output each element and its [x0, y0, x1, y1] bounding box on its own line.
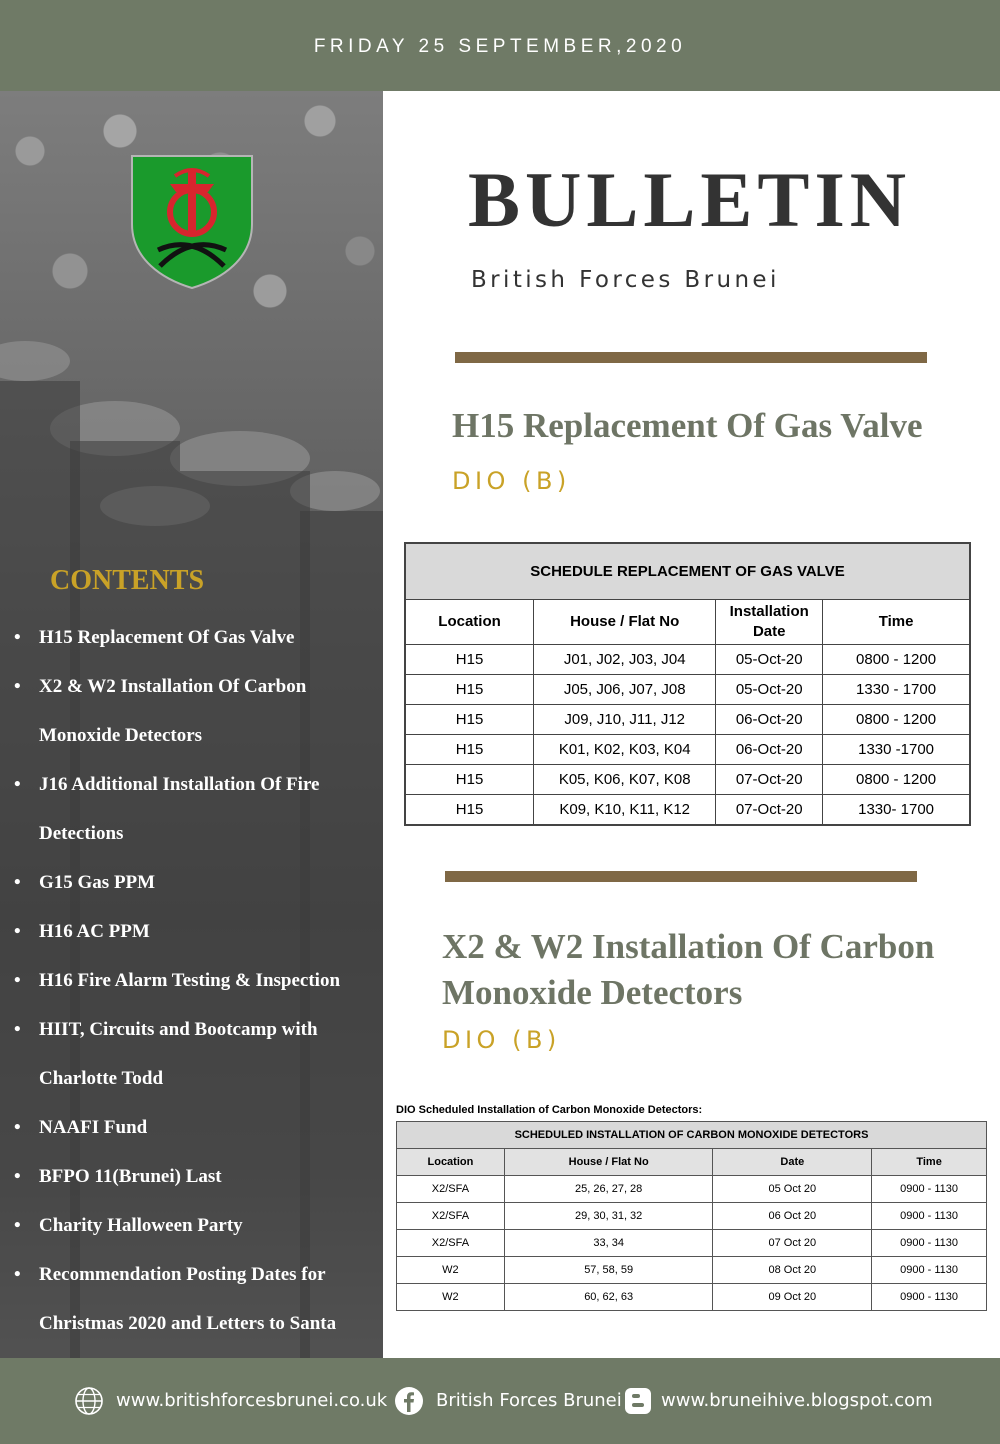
- facebook-link[interactable]: British Forces Brunei: [436, 1390, 622, 1411]
- table-cell: J09, J10, J11, J12: [534, 705, 716, 735]
- table-cell: 07-Oct-20: [716, 765, 823, 795]
- website-link[interactable]: www.britishforcesbrunei.co.uk: [116, 1390, 388, 1411]
- table-cell: 07-Oct-20: [716, 795, 823, 826]
- issue-date: FRIDAY 25 SEPTEMBER,2020: [313, 36, 687, 57]
- co-detector-schedule-table: [396, 1121, 987, 1311]
- table-cell: W2: [397, 1257, 505, 1284]
- table-row: [405, 765, 970, 795]
- bullet-icon: •: [14, 872, 21, 893]
- column-header: Time: [823, 600, 970, 645]
- contents-item-label: HIIT, Circuits and Bootcamp with: [39, 1019, 318, 1040]
- contents-item-label: G15 Gas PPM: [39, 872, 156, 893]
- table-cell: K09, K10, K11, K12: [534, 795, 716, 826]
- table-cell: 06 Oct 20: [713, 1203, 872, 1230]
- table-intro: DIO Scheduled Installation of Carbon Monoxide Detectors:: [396, 1104, 703, 1116]
- table-cell: H15: [405, 645, 534, 675]
- table-cell: K05, K06, K07, K08: [534, 765, 716, 795]
- table-caption: SCHEDULE REPLACEMENT OF GAS VALVE: [405, 543, 970, 600]
- bullet-icon: •: [14, 1215, 21, 1236]
- table-cell: H15: [405, 675, 534, 705]
- table-cell: H15: [405, 795, 534, 826]
- footer-bar: [0, 1358, 1000, 1444]
- table-cell: 06-Oct-20: [716, 735, 823, 765]
- bullet-icon: •: [14, 676, 21, 697]
- contents-item-label: Detections: [39, 823, 124, 844]
- table-cell: 0900 - 1130: [872, 1284, 987, 1311]
- contents-item-label: Christmas 2020 and Letters to Santa: [39, 1313, 337, 1334]
- table-cell: 1330 - 1700: [823, 675, 970, 705]
- contents-item-label: H16 Fire Alarm Testing & Inspection: [39, 970, 341, 991]
- contents-item-label: Recommendation Posting Dates for: [39, 1264, 326, 1285]
- blogger-icon: [623, 1386, 653, 1416]
- contents-item: [0, 858, 383, 907]
- divider: [455, 352, 927, 363]
- contents-item-label: H15 Replacement Of Gas Valve: [39, 627, 295, 648]
- contents-item: [0, 613, 383, 662]
- contents-item: [0, 1103, 383, 1152]
- table-cell: J05, J06, J07, J08: [534, 675, 716, 705]
- crest-logo: [130, 154, 254, 290]
- bullet-icon: •: [14, 1019, 21, 1040]
- table-cell: X2/SFA: [397, 1230, 505, 1257]
- contents-item-label: Monoxide Detectors: [39, 725, 203, 746]
- bullet-icon: •: [14, 921, 21, 942]
- column-header: Location: [397, 1149, 505, 1176]
- table-cell: 0900 - 1130: [872, 1203, 987, 1230]
- table-cell: X2/SFA: [397, 1203, 505, 1230]
- sidebar: [0, 91, 383, 1358]
- gas-valve-schedule-table: [404, 542, 971, 826]
- column-header: Time: [872, 1149, 987, 1176]
- column-header: Date: [713, 1149, 872, 1176]
- contents-item-label: BFPO 11(Brunei) Last: [39, 1166, 222, 1187]
- table-cell: 0800 - 1200: [823, 705, 970, 735]
- contents-item-label: Charlotte Todd: [39, 1068, 164, 1089]
- table-row: [405, 645, 970, 675]
- column-header: Location: [405, 600, 534, 645]
- table-cell: 33, 34: [504, 1230, 713, 1257]
- masthead-subtitle: British Forces Brunei: [471, 267, 780, 293]
- table-row: [397, 1176, 987, 1203]
- table-cell: 0900 - 1130: [872, 1230, 987, 1257]
- contents-item: [0, 907, 383, 956]
- table-cell: H15: [405, 735, 534, 765]
- blog-link[interactable]: www.bruneihive.blogspot.com: [661, 1390, 933, 1411]
- table-cell: 08 Oct 20: [713, 1257, 872, 1284]
- table-cell: 07 Oct 20: [713, 1230, 872, 1257]
- bullet-icon: •: [14, 970, 21, 991]
- table-cell: 05-Oct-20: [716, 645, 823, 675]
- bullet-icon: •: [14, 627, 21, 648]
- contents-item: [0, 760, 383, 858]
- table-cell: X2/SFA: [397, 1176, 505, 1203]
- table-cell: J01, J02, J03, J04: [534, 645, 716, 675]
- table-cell: 60, 62, 63: [504, 1284, 713, 1311]
- bullet-icon: •: [14, 1166, 21, 1187]
- table-cell: 05 Oct 20: [713, 1176, 872, 1203]
- table-cell: 1330- 1700: [823, 795, 970, 826]
- table-cell: 06-Oct-20: [716, 705, 823, 735]
- table-cell: 29, 30, 31, 32: [504, 1203, 713, 1230]
- contents-item-label: Charity Halloween Party: [39, 1215, 243, 1236]
- table-cell: K01, K02, K03, K04: [534, 735, 716, 765]
- table-row: [397, 1284, 987, 1311]
- table-row: [397, 1230, 987, 1257]
- table-cell: 09 Oct 20: [713, 1284, 872, 1311]
- contents-item-label: H16 AC PPM: [39, 921, 150, 942]
- article-byline: DIO (B): [452, 467, 571, 495]
- table-row: [405, 675, 970, 705]
- column-header: Installation Date: [716, 600, 823, 645]
- table-caption: SCHEDULED INSTALLATION OF CARBON MONOXIDE DETECTORS: [397, 1122, 987, 1149]
- table-cell: 05-Oct-20: [716, 675, 823, 705]
- contents-item-label: NAAFI Fund: [39, 1117, 148, 1138]
- table-cell: 57, 58, 59: [504, 1257, 713, 1284]
- facebook-icon: [394, 1386, 424, 1416]
- contents-item: [0, 1005, 383, 1103]
- table-cell: 1330 -1700: [823, 735, 970, 765]
- table-row: [397, 1257, 987, 1284]
- bullet-icon: •: [14, 774, 21, 795]
- table-cell: 0900 - 1130: [872, 1176, 987, 1203]
- contents-list: [0, 613, 383, 1348]
- article-byline: DIO (B): [442, 1026, 561, 1054]
- contents-item: [0, 1250, 383, 1348]
- table-row: [405, 705, 970, 735]
- masthead-title: BULLETIN: [468, 156, 912, 243]
- bullet-icon: •: [14, 1264, 21, 1285]
- table-row: [405, 795, 970, 826]
- table-row: [405, 735, 970, 765]
- table-cell: H15: [405, 705, 534, 735]
- contents-item: [0, 956, 383, 1005]
- table-cell: W2: [397, 1284, 505, 1311]
- contents-item: [0, 662, 383, 760]
- table-cell: 0800 - 1200: [823, 765, 970, 795]
- table-row: [397, 1203, 987, 1230]
- table-cell: 0900 - 1130: [872, 1257, 987, 1284]
- contents-item: [0, 1152, 383, 1201]
- contents-item-label: X2 & W2 Installation Of Carbon: [39, 676, 307, 697]
- column-header: House / Flat No: [504, 1149, 713, 1176]
- column-header: House / Flat No: [534, 600, 716, 645]
- contents-title: CONTENTS: [50, 565, 205, 596]
- table-cell: 25, 26, 27, 28: [504, 1176, 713, 1203]
- article-heading: H15 Replacement Of Gas Valve: [452, 406, 923, 445]
- table-cell: H15: [405, 765, 534, 795]
- top-bar: [0, 0, 1000, 91]
- table-cell: 0800 - 1200: [823, 645, 970, 675]
- contents-item: [0, 1201, 383, 1250]
- divider: [445, 871, 917, 882]
- article-heading: X2 & W2 Installation Of Carbon Monoxide Detectors: [442, 927, 935, 1012]
- contents-item-label: J16 Additional Installation Of Fire: [39, 774, 320, 795]
- globe-icon: [74, 1386, 104, 1416]
- bullet-icon: •: [14, 1117, 21, 1138]
